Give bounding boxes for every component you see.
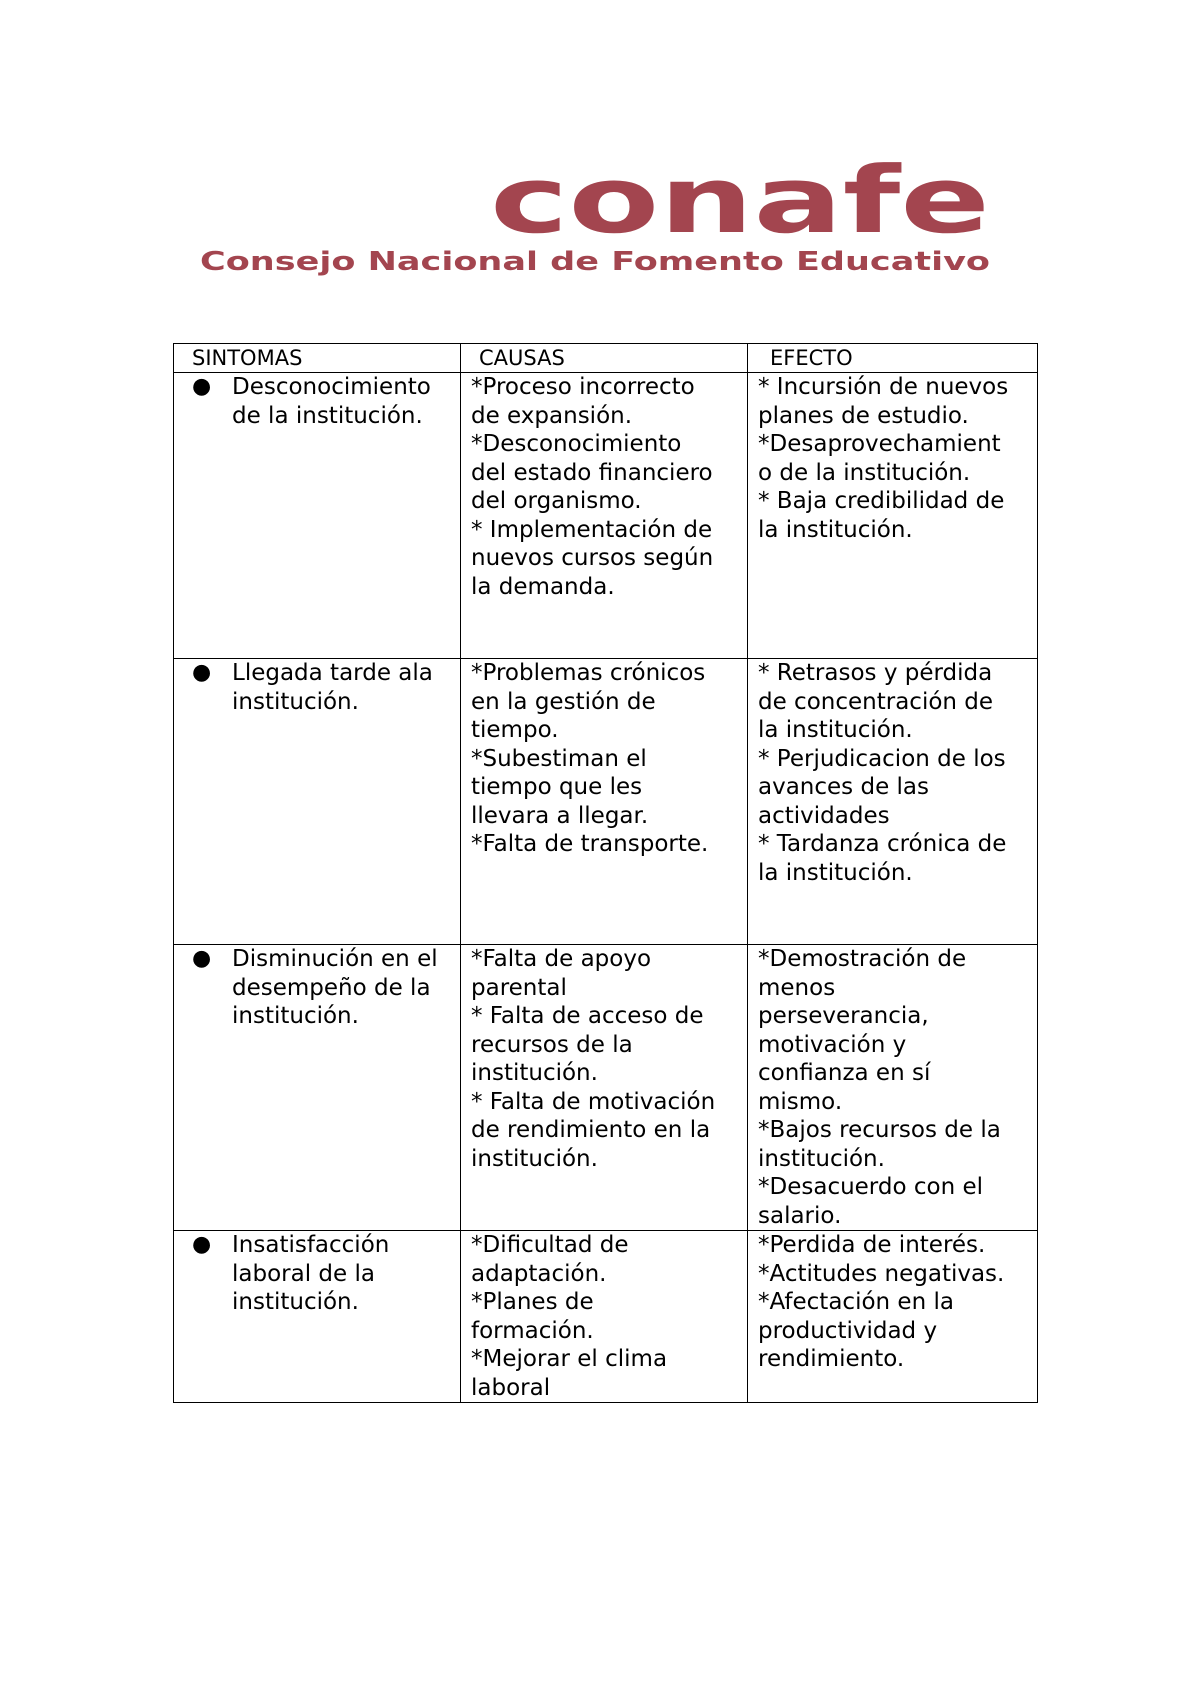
efecto-line: institución. — [758, 1145, 885, 1172]
sintoma-cell — [174, 373, 461, 659]
table-row — [174, 659, 1038, 945]
table-row — [174, 945, 1038, 1231]
sintoma-text — [232, 1231, 389, 1317]
sintoma-line: institución. — [232, 688, 359, 715]
sintoma-line: desempeño de la — [232, 974, 431, 1001]
causa-line: *Subestiman el — [471, 745, 647, 772]
sintoma-text — [232, 373, 431, 430]
efecto-line: motivación y — [758, 1031, 907, 1058]
sintoma-item — [192, 659, 450, 716]
sintoma-line: Disminución en el — [232, 946, 438, 972]
causa-line: *Dificultad de — [471, 1232, 629, 1258]
table-row — [174, 1231, 1038, 1403]
causa-line: de expansión. — [471, 402, 633, 429]
efecto-line: * Baja credibilidad de — [758, 488, 1005, 514]
causas-cell — [461, 945, 748, 1231]
sintoma-cell — [174, 945, 461, 1231]
causa-line: * Falta de acceso de — [471, 1003, 704, 1029]
causa-line: parental — [471, 974, 567, 1001]
symptoms-causes-effects-table — [173, 343, 1038, 1403]
efecto-line: * Perjudicacion de los — [758, 745, 1006, 772]
efecto-line: o de la institución. — [758, 459, 971, 486]
logo-subtitle: Consejo Nacional de Fomento Educativo — [200, 247, 990, 277]
efecto-line: * Tardanza crónica de — [758, 831, 1007, 857]
efecto-line: confianza en sí — [758, 1060, 931, 1086]
sintoma-line: laboral de la — [232, 1260, 375, 1287]
efecto-line: perseverancia, — [758, 1003, 929, 1029]
causa-line: *Falta de transporte. — [471, 831, 709, 857]
sintoma-text — [232, 659, 433, 716]
causa-line: institución. — [471, 1060, 598, 1086]
efecto-line: la institución. — [758, 717, 913, 743]
efecto-line: *Desacuerdo con el — [758, 1174, 983, 1200]
header-sintomas: SINTOMAS — [174, 344, 461, 373]
conafe-logo-graphic — [200, 160, 1000, 280]
logo-wordmark: conafe — [490, 160, 990, 254]
causa-line: institución. — [471, 1145, 598, 1172]
causa-line: *Desconocimiento — [471, 431, 682, 457]
efecto-line: *Demostración de — [758, 946, 967, 972]
bullet-icon: ● — [192, 946, 212, 971]
efecto-line: la institución. — [758, 859, 913, 886]
efecto-line: *Desaprovechamient — [758, 431, 1001, 457]
efecto-line: *Perdida de interés. — [758, 1232, 986, 1258]
causa-line: * Implementación de — [471, 516, 713, 543]
sintoma-line: Insatisfacción — [232, 1232, 390, 1258]
sintoma-item — [192, 373, 450, 430]
header-causas: CAUSAS — [461, 344, 748, 373]
causa-line: del estado financiero — [471, 459, 713, 486]
causa-line: en la gestión de — [471, 688, 656, 715]
causa-line: *Proceso incorrecto — [471, 374, 695, 400]
efecto-line: mismo. — [758, 1088, 843, 1115]
causa-line: *Planes de — [471, 1289, 594, 1315]
efecto-line: salario. — [758, 1202, 842, 1229]
bullet-icon: ● — [192, 1232, 212, 1257]
bullet-icon: ● — [192, 660, 212, 685]
efecto-line: * Retrasos y pérdida — [758, 660, 993, 686]
sintoma-line: Desconocimiento — [232, 374, 431, 400]
causa-line: del organismo. — [471, 488, 642, 514]
sintoma-line: institución. — [232, 1003, 359, 1029]
efecto-line: actividades — [758, 802, 890, 829]
efecto-line: *Bajos recursos de la — [758, 1117, 1001, 1143]
sintoma-item — [192, 945, 450, 1031]
causa-line: nuevos cursos según — [471, 545, 714, 571]
efecto-line: la institución. — [758, 516, 913, 543]
efecto-cell — [748, 945, 1038, 1231]
efecto-line: *Afectación en la — [758, 1289, 954, 1315]
efecto-line: avances de las — [758, 774, 929, 800]
causas-cell — [461, 1231, 748, 1403]
efecto-line: * Incursión de nuevos — [758, 374, 1009, 400]
causas-cell — [461, 659, 748, 945]
efecto-cell — [748, 373, 1038, 659]
conafe-logo — [200, 160, 1000, 280]
sintoma-line: institución. — [232, 1289, 359, 1315]
causa-line: formación. — [471, 1317, 594, 1344]
table-header-row — [174, 344, 1038, 373]
causa-line: tiempo. — [471, 717, 559, 743]
efecto-line: rendimiento. — [758, 1346, 905, 1372]
causa-line: tiempo que les — [471, 774, 643, 800]
sintoma-cell — [174, 659, 461, 945]
causa-line: * Falta de motivación — [471, 1088, 716, 1115]
efecto-line: planes de estudio. — [758, 402, 969, 429]
table-row — [174, 373, 1038, 659]
causa-line: adaptación. — [471, 1260, 607, 1287]
efecto-line: de concentración de — [758, 688, 994, 715]
efecto-cell — [748, 659, 1038, 945]
header-efecto: EFECTO — [748, 344, 1038, 373]
sintoma-line: Llegada tarde ala — [232, 660, 433, 686]
causa-line: *Falta de apoyo — [471, 946, 652, 972]
efecto-line: menos — [758, 974, 836, 1001]
causa-line: *Problemas crónicos — [471, 660, 706, 686]
efecto-line: *Actitudes negativas. — [758, 1260, 1005, 1287]
causa-line: recursos de la — [471, 1031, 633, 1058]
causa-line: la demanda. — [471, 573, 615, 600]
causa-line: *Mejorar el clima — [471, 1346, 668, 1372]
sintoma-line: de la institución. — [232, 402, 423, 429]
causas-cell — [461, 373, 748, 659]
sintoma-item — [192, 1231, 450, 1317]
causa-line: llevara a llegar. — [471, 802, 649, 829]
causa-line: laboral — [471, 1374, 551, 1401]
sintoma-cell — [174, 1231, 461, 1403]
bullet-icon: ● — [192, 374, 212, 399]
sintoma-text — [232, 945, 438, 1031]
causa-line: de rendimiento en la — [471, 1117, 711, 1143]
efecto-line: productividad y — [758, 1317, 938, 1344]
efecto-cell — [748, 1231, 1038, 1403]
